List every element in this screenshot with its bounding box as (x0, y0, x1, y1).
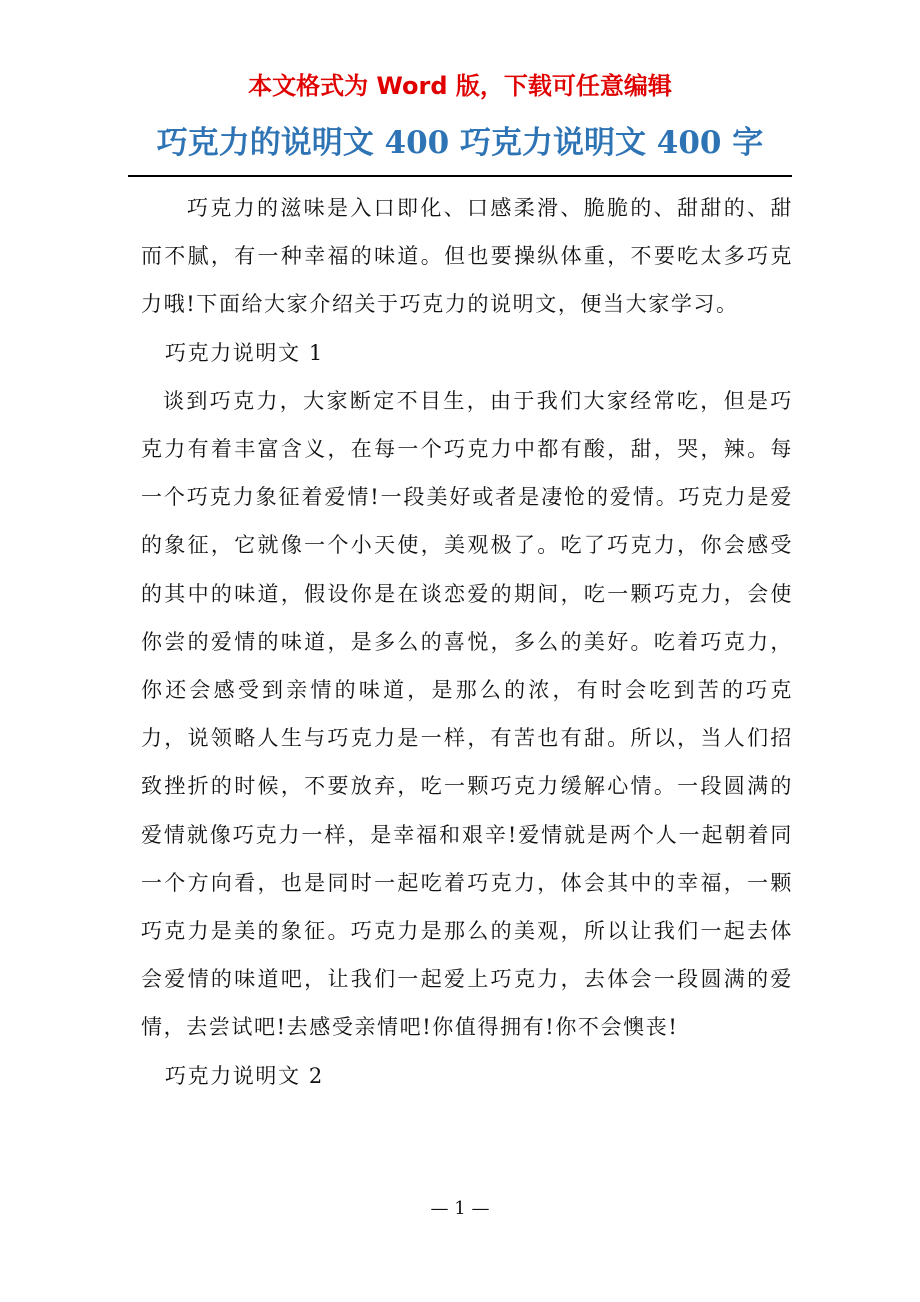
document-body (141, 184, 793, 1100)
page-number: — 1 — (430, 1198, 490, 1219)
title-divider (128, 175, 792, 177)
download-banner: 本文格式为 Word 版，下载可任意编辑 (248, 72, 672, 100)
section-heading-2: 巧克力说明文 2 (165, 1063, 324, 1088)
intro-paragraph: 巧克力的滋味是入口即化、口感柔滑、脆脆的、甜甜的、甜而不腻，有一种幸福的味道。但也要操纵体重，不要吃太多巧克力哦!下面给大家介绍关于巧克力的说明文，便当大家学习。 (141, 196, 793, 317)
document-title: 巧克力的说明文 400 巧克力说明文 400 字 (156, 125, 764, 161)
section-heading-1: 巧克力说明文 1 (165, 340, 324, 365)
section-1-paragraph: 谈到巧克力，大家断定不目生，由于我们大家经常吃，但是巧克力有着丰富含义，在每一个巧克力中都有酸，甜，哭，辣。每一个巧克力象征着爱情!一段美好或者是凄怆的爱情。巧克力是爱的象征，它就像一个小天使，美观极了。吃了巧克力，你会感受的其中的味道，假设你是在谈恋爱的期间，吃一颗巧克力，会使你尝的爱情的味道，是多么的喜悦，多么的美好。吃着巧克力，你还会感受到亲情的味道，是那么的浓，有时会吃到苦的巧克力，说领略人生与巧克力是一样，有苦也有甜。所以，当人们招致挫折的时候，不要放弃，吃一颗巧克力缓解心情。一段圆满的爱情就像巧克力一样，是幸福和艰辛!爱情就是两个人一起朝着同一个方向看，也是同时一起吃着巧克力，体会其中的幸福，一颗巧克力是美的象征。巧克力是那么的美观，所以让我们一起去体会爱情的味道吧，让我们一起爱上巧克力，去体会一段圆满的爱情，去尝试吧!去感受亲情吧!你值得拥有!你不会懊丧! (141, 388, 793, 1040)
